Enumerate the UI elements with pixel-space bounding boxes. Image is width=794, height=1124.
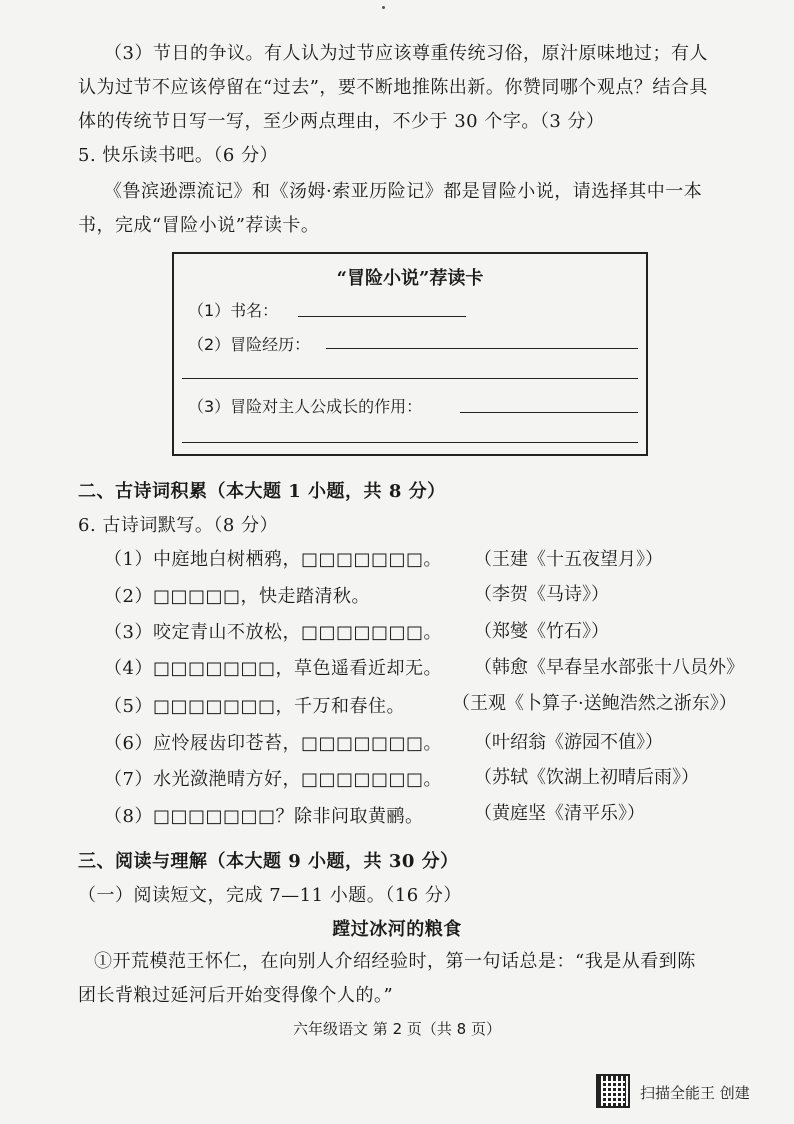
section2-heading: 二、古诗词积累（本大题 1 小题，共 8 分） (78, 481, 446, 502)
poem-source-7: （苏轼《饮湖上初晴后雨》） (474, 767, 699, 788)
scan-speck (382, 6, 385, 9)
passage-para1-line2: 团长背粮过延河后开始变得像个人的。” (78, 985, 394, 1006)
poem-source-5: （王观《卜算子·送鲍浩然之浙东》） (452, 693, 737, 714)
card-field-book-name: （1）书名： (188, 301, 279, 320)
poem-item-4: （4）□□□□□□□，草色遥看近却无。 (104, 658, 442, 679)
poem-source-8: （黄庭坚《清平乐》） (474, 803, 645, 824)
passage-title: 蹚过冰河的粮食 (332, 919, 462, 940)
poem-source-1: （王建《十五夜望月》） (474, 549, 663, 570)
q5-intro-line2: 书，完成“冒险小说”荐读卡。 (78, 215, 320, 236)
section3-heading: 三、阅读与理解（本大题 9 小题，共 30 分） (78, 851, 459, 872)
passage-para1-line1: ①开荒模范王怀仁，在向别人介绍经验时，第一句话总是：“我是从看到陈 (94, 951, 696, 972)
poem-item-3: （3）咬定青山不放松，□□□□□□□。 (104, 622, 442, 643)
q4-3-line1: （3）节日的争议。有人认为过节应该尊重传统习俗，原汁原味地过；有人 (104, 43, 708, 64)
poem-item-6: （6）应怜屐齿印苍苔，□□□□□□□。 (104, 733, 442, 754)
part1-instruction: （一）阅读短文，完成 7—11 小题。（16 分） (78, 885, 462, 906)
poem-item-1: （1）中庭地白树栖鸦，□□□□□□□。 (104, 549, 442, 570)
poem-source-2: （李贺《马诗》） (474, 584, 609, 605)
q5-heading: 5. 快乐读书吧。（6 分） (78, 145, 279, 166)
reading-recommendation-card (172, 252, 648, 456)
book-name-answer-line[interactable] (298, 316, 466, 317)
q4-3-line2: 认为过节不应该停留在“过去”，要不断地推陈出新。你赞同哪个观点？结合具 (78, 77, 708, 98)
poem-item-8: （8）□□□□□□□？除非问取黄鹂。 (104, 806, 424, 827)
card-title: “冒险小说”荐读卡 (336, 268, 484, 289)
poem-source-4: （韩愈《早春呈水部张十八员外》 (474, 657, 744, 678)
adventure-answer-line-1[interactable] (326, 348, 638, 349)
scanner-watermark: 扫描全能王 创建 (640, 1084, 750, 1102)
poem-item-5: （5）□□□□□□□，千万和春住。 (104, 696, 405, 717)
card-field-adventure: （2）冒险经历： (188, 335, 311, 354)
adventure-answer-line-2[interactable] (182, 378, 638, 379)
poem-item-2: （2）□□□□□，快走踏清秋。 (104, 586, 370, 607)
growth-answer-line-2[interactable] (182, 442, 638, 443)
q5-intro-line1: 《鲁滨逊漂流记》和《汤姆·索亚历险记》都是冒险小说，请选择其中一本 (104, 181, 703, 202)
poem-source-3: （郑燮《竹石》） (474, 621, 609, 642)
card-field-growth: （3）冒险对主人公成长的作用： (188, 397, 423, 416)
poem-source-6: （叶绍翁《游园不值》） (474, 732, 663, 753)
q6-heading: 6. 古诗词默写。（8 分） (78, 515, 279, 536)
qr-code-icon (596, 1074, 630, 1108)
q4-3-line3: 体的传统节日写一写，至少两点理由，不少于 30 个字。（3 分） (78, 111, 605, 132)
page-footer: 六年级语文 第 2 页（共 8 页） (293, 1020, 501, 1038)
poem-item-7: （7）水光潋滟晴方好，□□□□□□□。 (104, 769, 442, 790)
growth-answer-line-1[interactable] (460, 412, 638, 413)
